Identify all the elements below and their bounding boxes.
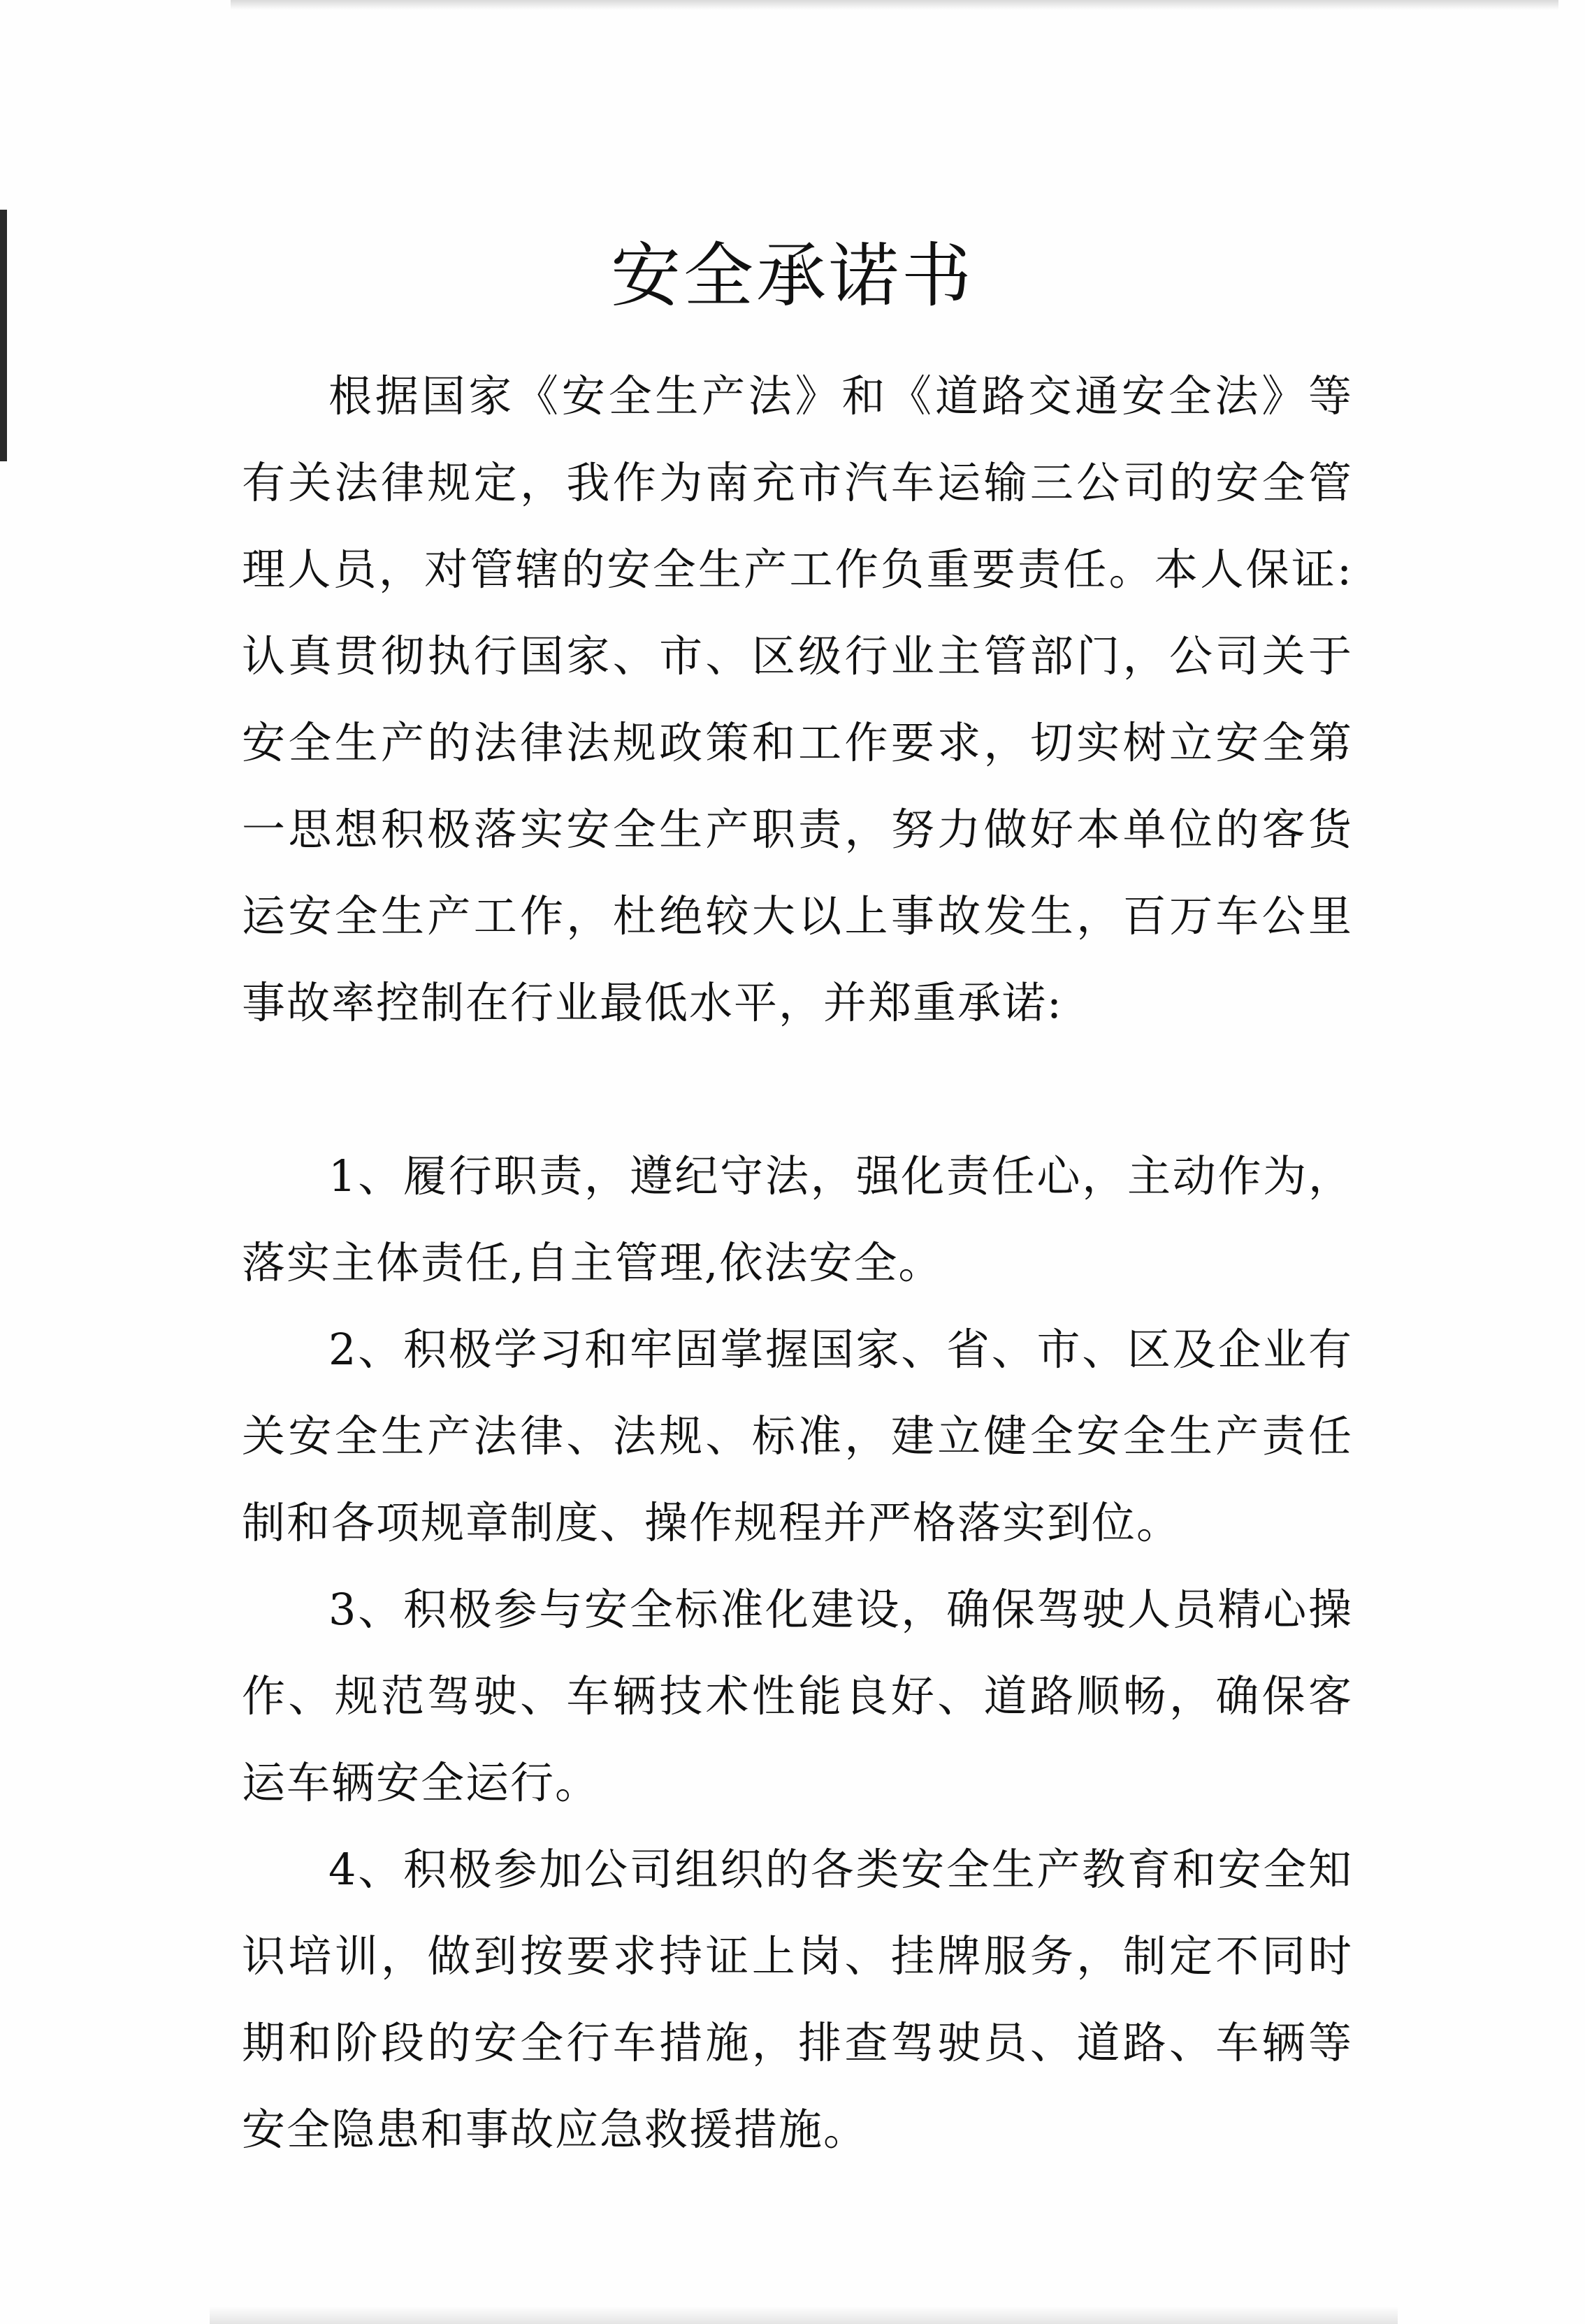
scan-edge-top	[231, 0, 1558, 10]
document-body	[242, 353, 1353, 2173]
scan-edge-bottom	[210, 2307, 1398, 2324]
commitment-item-2: 2、积极学习和牢固掌握国家、省、市、区及企业有关安全生产法律、法规、标准，建立健全安全生产责任制和各项规章制度、操作规程并严格落实到位。	[242, 1324, 1353, 1548]
commitment-item-4: 4、积极参加公司组织的各类安全生产教育和安全知识培训，做到按要求持证上岗、挂牌服务，制定不同时期和阶段的安全行车措施，排查驾驶员、道路、车辆等安全隐患和事故应急救援措施。	[242, 1844, 1353, 2155]
commitment-item-3: 3、积极参与安全标准化建设，确保驾驶人员精心操作、规范驾驶、车辆技术性能良好、道路顺畅，确保客运车辆安全运行。	[242, 1584, 1353, 1808]
document-title: 安全承诺书	[611, 235, 974, 317]
commitment-item-1: 1、履行职责，遵纪守法，强化责任心，主动作为，落实主体责任,自主管理,依法安全。	[242, 1150, 1353, 1288]
intro-paragraph: 根据国家《安全生产法》和《道路交通安全法》等有关法律规定，我作为南充市汽车运输三公司的安全管理人员，对管辖的安全生产工作负重要责任。本人保证:认真贯彻执行国家、市、区级行业主管部门，公司关于安全生产的法律法规政策和工作要求，切实树立安全第一思想积极落实安全生产职责，努力做好本单位的客货运安全生产工作，杜绝较大以上事故发生，百万车公里事故率控制在行业最低水平，并郑重承诺:	[242, 370, 1353, 1028]
